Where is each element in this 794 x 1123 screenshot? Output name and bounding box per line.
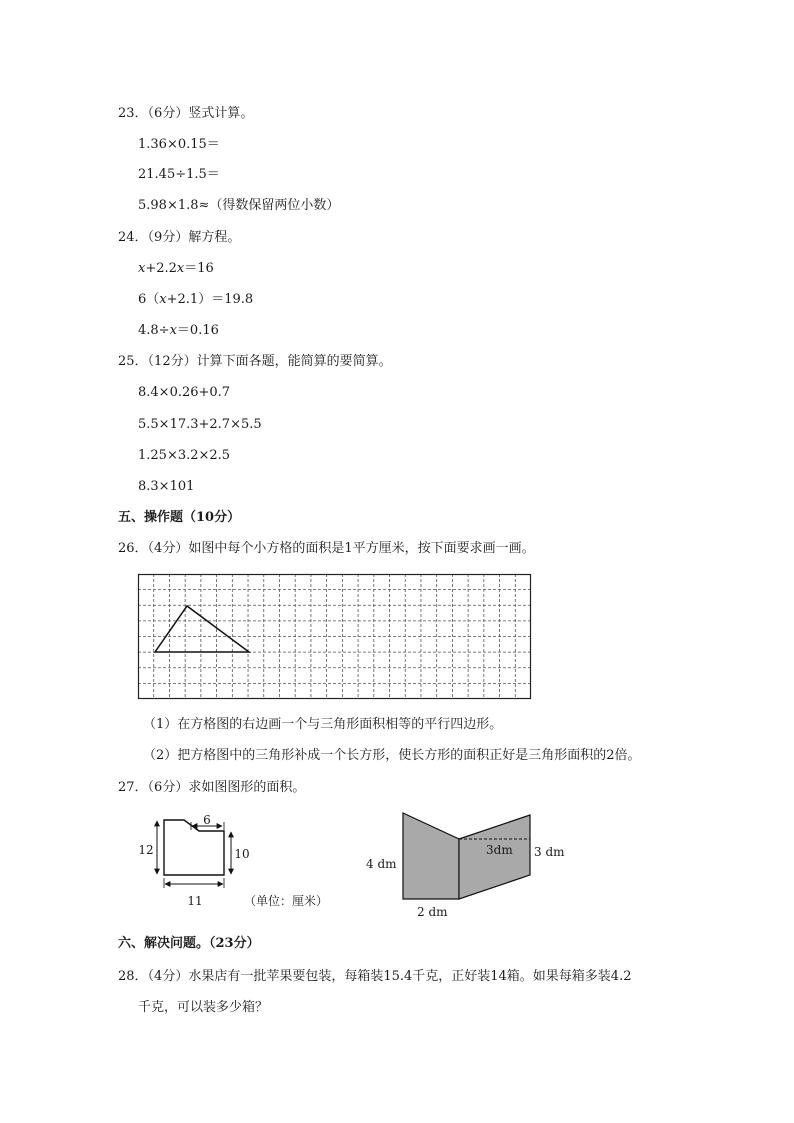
q27-fig2-inner-label: 3dm	[486, 843, 513, 857]
q23-title: 23．（6分）竖式计算。	[118, 106, 254, 121]
q25-item-4: 8.3×101	[138, 479, 195, 494]
q27-fig2-right-label: 3 dm	[534, 845, 565, 859]
section-6-heading: 六、解决问题。（23分）	[118, 936, 260, 951]
q27-figure-1	[135, 812, 345, 916]
q26-sub-1: （1）在方格图的右边画一个与三角形面积相等的平行四边形。	[143, 717, 503, 732]
q27-fig2-bottom-label: 2 dm	[417, 905, 448, 919]
q23-item-1: 1.36×0.15＝	[138, 137, 220, 152]
q25-item-1: 8.4×0.26+0.7	[138, 385, 231, 400]
q27-fig1-right-label: 10	[234, 847, 250, 861]
q25-item-2: 5.5×17.3+2.7×5.5	[138, 417, 262, 432]
q27-title: 27．（6分）求如图图形的面积。	[118, 780, 306, 795]
q27-fig1-unit: （单位：厘米）	[244, 894, 329, 908]
q23-item-2: 21.45÷1.5＝	[138, 167, 220, 182]
q27-figure-2	[362, 810, 572, 922]
q25-item-3: 1.25×3.2×2.5	[138, 448, 231, 463]
q26-sub-2: （2）把方格图中的三角形补成一个长方形，使长方形的面积正好是三角形面积的2倍。	[143, 748, 641, 763]
q27-right-parallelogram	[459, 815, 530, 899]
q24-eq-3: 4.8÷x＝0.16	[138, 323, 219, 338]
q23-item-3: 5.98×1.8≈（得数保留两位小数）	[138, 198, 340, 213]
q24-eq-1: x+2.2x＝16	[138, 261, 214, 276]
q28-line-2: 千克，可以装多少箱？	[138, 1000, 269, 1015]
q28-line-1: 28．（4分）水果店有一批苹果要包装，每箱装15.4千克，正好装14箱。如果每箱多装4.2	[118, 969, 632, 984]
q27-fig2-left-label: 4 dm	[366, 857, 397, 871]
q27-fig1-top-label: 6	[203, 813, 211, 827]
q24-title: 24．（9分）解方程。	[118, 230, 241, 245]
q27-pentagon	[164, 820, 224, 875]
q27-left-parallelogram	[403, 813, 459, 899]
q26-grid-figure	[138, 574, 532, 700]
q27-fig1-bottom-label: 11	[187, 894, 203, 908]
q24-eq-2: 6（x+2.1）＝19.8	[138, 292, 254, 307]
q27-fig1-left-label: 12	[138, 843, 154, 857]
q26-title: 26．（4分）如图中每个小方格的面积是1平方厘米，按下面要求画一画。	[118, 541, 535, 556]
q25-title: 25．（12分）计算下面各题，能简算的要简算。	[118, 354, 392, 369]
section-5-heading: 五、操作题（10分）	[118, 510, 241, 525]
